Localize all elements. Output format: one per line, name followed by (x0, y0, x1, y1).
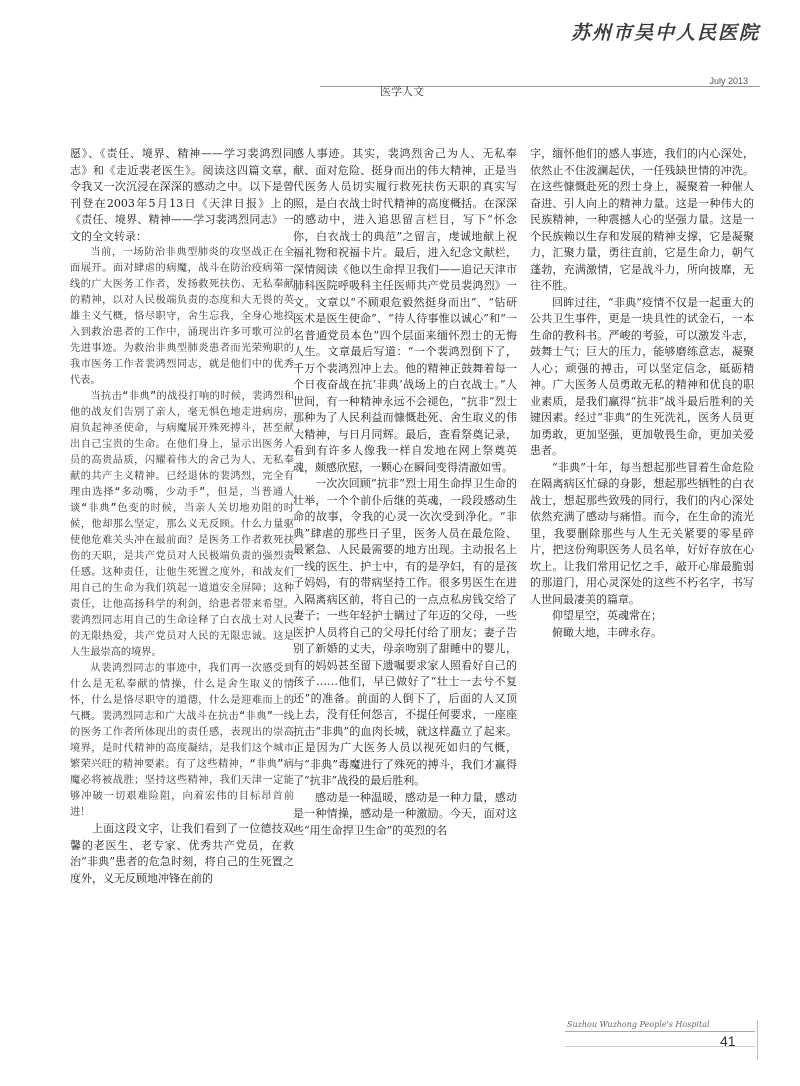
paragraph: 感动是一种温暖，感动是一种力量，感动是一种情操，感动是一种激励。今天，面对这些“用生命捍卫生命”的英烈的名 (293, 790, 517, 837)
text-column-1 (70, 146, 294, 887)
paragraph: 俯瞰大地，丰碑永存。 (552, 625, 662, 639)
footer-hospital-name: Suzhou Wuzhong People's Hospital (567, 1020, 710, 1029)
hospital-brand: 苏州市吴中人民医院 (570, 22, 760, 44)
section-title: 医学人文 (380, 85, 424, 98)
paragraph: 从裴鸿烈同志的事迹中，我们再一次感受到什么是无私奉献的情操，什么是舍生取义的情怀，什么是恪尽职守的道德，什么是迎难而上的气概。裴鸿烈同志和广大战斗在抗击“非典”一线的医务工作者所体现出的责任感，表现出的崇高境界，是时代精神的高度凝结，是我们这个城市繁荣兴旺的精神要素。有了这些精神，“非典”病魔必将被战胜；坚持这些精神，我们天津一定能够冲破一切艰难险阻，向着宏伟的目标昂首前进！ (70, 663, 294, 818)
page-number-frame (757, 1020, 776, 1060)
paragraph: 字，缅怀他们的感人事迹，我们的内心深处，依然止不住波澜起伏，一任残缺世情的冲洗。在这些慷慨赴死的烈士身上，凝聚着一种催人奋进、引人向上的精神力量。这是一种伟大的民族精神，一种震撼人心的坚强力量。这是一个民族赖以生存和发展的精神支撑，它是凝聚力，汇聚力量，勇往直前，它是生命力，朝气蓬勃，充满激情，它是战斗力，所向披靡，无往不胜。 (530, 147, 754, 292)
text-column-2 (293, 146, 517, 839)
text-column-3 (530, 146, 754, 641)
paragraph: 仰望星空，英魂常在； (552, 609, 662, 622)
issue-date: July 2013 (709, 76, 748, 86)
page-number: 41 (720, 1033, 736, 1049)
paragraph: “非典”十年，每当想起那些冒着生命危险在隔离病区忙碌的身影，想起那些牺牲的白衣战士，想起那些致残的同行，我们的内心深处依然充满了感动与痛惜。而今，在生命的流光里，我要删除那些与人生无关紧要的零星碎片，把这份殉职医务人员名单，好好存放在心坎上。让我们常用记忆之手，敲开心扉最脆弱的那道门，用心灵深处的这些不朽名字，书写人世间最凄美的篇章。 (530, 460, 754, 606)
footer-rule (565, 1031, 755, 1032)
paragraph: 当抗击“非典”的战役打响的时候，裴鸿烈和他的战友们告别了亲人，毫无惧色地走进病房，肩负起神圣使命，与病魔展开殊死搏斗，甚至献出自己宝贵的生命。在他们身上，显示出医务人员的高贵品质，闪耀着伟大的舍己为人、无私奉献的共产主义精神。已经退休的裴鸿烈，完全有理由选择“多动嘴，少动手”，但是，当普通人谈“非典”色变的时候，当亲人关切地劝阻的时候，他却那么坚定，那么义无反顾。什么力量驱使他危难关头冲在最前面？是医务工作者救死扶伤的天职，是共产党员对人民极端负责的强烈责任感。这种责任，让他生死置之度外，和战友们用自己的生命为我们筑起一道道安全屏障；这种责任，让他高扬科学的利剑，给患者带来希望。裴鸿烈同志用自己的生命诠释了白衣战士对人民的无限热爱，共产党员对人民的无限忠诚。这是人生最崇高的境界。 (70, 391, 294, 658)
paragraph: 当前，一场防治非典型肺炎的攻坚战正在全面展开。面对肆虐的病魔，战斗在防治疫病第一线的广大医务工作者，发扬救死扶伤、无私奉献的精神，以对人民极端负责的态度和大无畏的英雄主义气概，恪尽职守，舍生忘我，全身心地投入到救治患者的工作中，涌现出许多可歌可泣的先进事迹。为救治非典型肺炎患者而光荣殉职的我市医务工作者裴鸿烈同志，就是他们中的优秀代表。 (70, 247, 294, 386)
paragraph: 上面这段文字，让我们看到了一位德技双馨的老医生、老专家、优秀共产党员，在救治“非典”患者的危急时刻，将自己的生死置之度外，义无反顾地冲锋在前的 (70, 822, 294, 885)
paragraph: 一次次回顾“抗非”烈士用生命捍卫生命的壮举，一个个前仆后继的英魂，一段段感动生命的故事，令我的心灵一次次受到净化。“非典”肆虐的那些日子里，医务人员在最危险、最紧急、人民最需要的地方出现。主动报名上一线的医生、护士中，有的是孕妇，有的是孩子妈妈，有的带病坚持工作。很多男医生在进入隔离病区前，将自己的一点点私房钱交给了妻子；一些年轻护士瞒过了年迈的父母，一些医护人员将自己的父母托付给了朋友；妻子告别了新婚的丈夫，母亲吻别了甜睡中的婴儿，有的妈妈甚至留下遗嘱要求家人照看好自己的孩子……他们，早已做好了“壮士一去兮不复还”的准备。前面的人倒下了，后面的人又顶上去，没有任何怨言，不提任何要求，一座座抗击“非典”的血肉长城，就这样矗立了起来。正是因为广大医务人员以视死如归的气概，与“非典”毒魔进行了殊死的搏斗，我们才赢得了“抗非”战役的最后胜利。 (293, 477, 517, 787)
paragraph: 感人事迹。其实，裴鸿烈舍己为人、无私奉献、面对危险、挺身而出的伟大精神，正是当代医务人员切实履行救死扶伤天职的真实写照，是白衣战士时代精神的高度概括。在深深的感动中，进入追思留言栏目，写下“怀念你，白衣战士的典范”之留言，虔诚地献上祝福礼物和祝福卡片。最后，进入纪念文献栏，深情阅读《他以生命捍卫我们——追记天津市肺科医院呼吸科主任医师共产党员裴鸿烈》一文。文章以“不顾艰危毅然挺身而出”、“钻研医术是医生使命”、“待人待事惟以诚心”和“一名普通党员本色”四个层面来缅怀烈士的无悔人生。文章最后写道：“一个裴鸿烈倒下了，千万个裴鸿烈冲上去。他的精神正鼓舞着每一个日夜奋战在抗‘非典’战场上的白衣战士。”人世间，有一种精神永远不会褪色，“抗非”烈士那种为了人民利益而慷慨赴死、舍生取义的伟大精神，与日月同辉。最后，查看祭奠记录，看到有许多人像我一样自发地在网上祭奠英魂，颇感欣慰，一颗心在瞬间变得清澈如雪。 (293, 147, 517, 474)
paragraph: 愿》、《责任、境界、精神——学习裴鸿烈同志》和《走近裴老医生》。阅读这四篇文章，令我又一次沉浸在深深的感动之中。以下是曾刊登在2003年5月13日《天津日报》上的《责任、境界、精神——学习裴鸿烈同志》一文的全文转录： (70, 147, 294, 243)
paragraph: 回眸过往，“非典”疫情不仅是一起重大的公共卫生事件，更是一块具性的试金石，一本生命的教科书。严峻的考验，可以激发斗志，鼓舞士气；巨大的压力，能够磨练意志，凝聚人心；顽强的搏击，可以坚定信念，砥砺精神。广大医务人员勇敢无私的精神和优良的职业素质，是我们赢得“抗非”战斗最后胜利的关键因素。经过“非典”的生死洗礼，医务人员更加勇敢，更加坚强，更加敬畏生命，更加关爱患者。 (530, 295, 754, 457)
